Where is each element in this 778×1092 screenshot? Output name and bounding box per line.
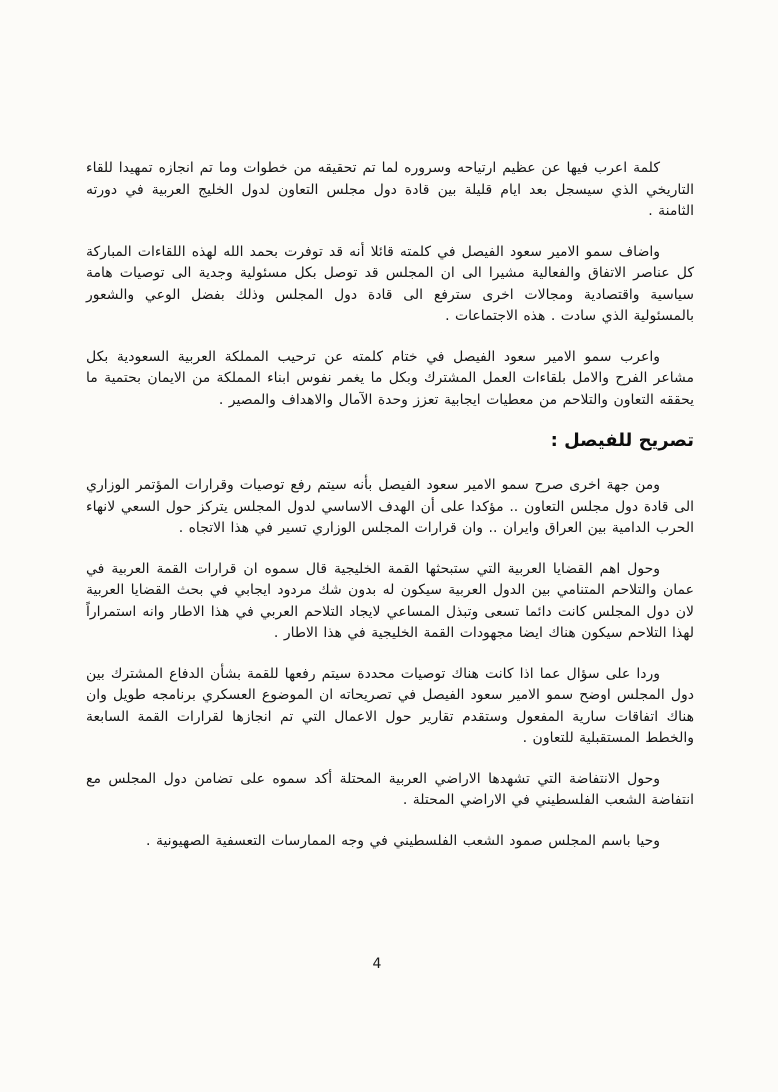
paragraph: وحيا باسم المجلس صمود الشعب الفلسطيني في وجه الممارسات التعسفية الصهيونية . — [146, 832, 660, 849]
paragraph: كلمة اعرب فيها عن عظيم ارتياحه وسروره لما تم تحقيقه من خطوات وما تم انجازه تمهيدا للقاء التاريخي الذي سيسجل بعد ايام قليلة بين قادة دول مجلس التعاون لدول الخليج العربية في دورته الثامنة . — [86, 160, 694, 219]
paragraph: واضاف سمو الامير سعود الفيصل في كلمته قائلا أنه قد توفرت بحمد الله لهذه اللقاءات المباركة كل عناصر الاتفاق والفعالية مشيرا الى ان المجلس قد توصل بكل مسئولية وجدية الى توصيات هامة سياسية واقتصادية ومجالات اخرى سترفع الى قادة دول المجلس وذلك بفضل الوعي والشعور بالمسئولية الذي سادت . هذه الاجتماعات . — [86, 243, 694, 324]
paragraph: وردا على سؤال عما اذا كانت هناك توصيات محددة سيتم رفعها للقمة بشأن الدفاع المشترك بين دول المجلس اوضح سمو الامير سعود الفيصل في تصريحاته ان الموضوع العسكري برنامجه طويل وان هناك اتفاقات سارية المفعول وستقدم تقارير حول الاعمال التي تم انجازها لقرارات القمة السابعة والخطط المستقبلية للتعاون . — [86, 665, 694, 746]
paragraph: واعرب سمو الامير سعود الفيصل في ختام كلمته عن ترحيب المملكة العربية السعودية بكل مشاعر الفرح والامل بلقاءات العمل المشترك وبكل ما يغمر نفوس ابناء المملكة من الايمان بحتمية ما يحققه التعاون والتلاحم من معطيات ايجابية تعزز وحدة الآمال والاهداف والمصير . — [86, 348, 694, 408]
document-body — [86, 158, 694, 871]
page-number: 4 — [372, 956, 382, 972]
paragraph: وحول اهم القضايا العربية التي ستبحثها القمة الخليجية قال سموه ان قرارات القمة العربية في عمان والتلاحم المتنامي بين الدول العربية سيكون له بدون شك مردود ايجابي في بحث القضايا العربية لان دول المجلس كانت دائما تسعى وتبذل المساعي لايجاد التلاحم العربي في هذا الاطار وانه استمراراً لهذا التلاحم سيكون هناك ايضا مجهودات القمة الخليجية في هذا الاطار . — [86, 560, 694, 641]
paragraph: وحول الانتفاضة التي تشهدها الاراضي العربية المحتلة أكد سموه على تضامن دول المجلس مع انتفاضة الشعب الفلسطيني في الاراضي المحتلة . — [86, 770, 694, 808]
paragraph: ومن جهة اخرى صرح سمو الامير سعود الفيصل بأنه سيتم رفع توصيات وقرارات المؤتمر الوزاري الى قادة دول مجلس التعاون .. مؤكدا على أن الهدف الاساسي لدول المجلس يتركز حول السعي لانهاء الحرب الدامية بين العراق وايران .. وان قرارات المجلس الوزاري تسير في هذا الاتجاه . — [86, 477, 694, 536]
section-heading: تصريح للفيصل : — [550, 430, 694, 451]
